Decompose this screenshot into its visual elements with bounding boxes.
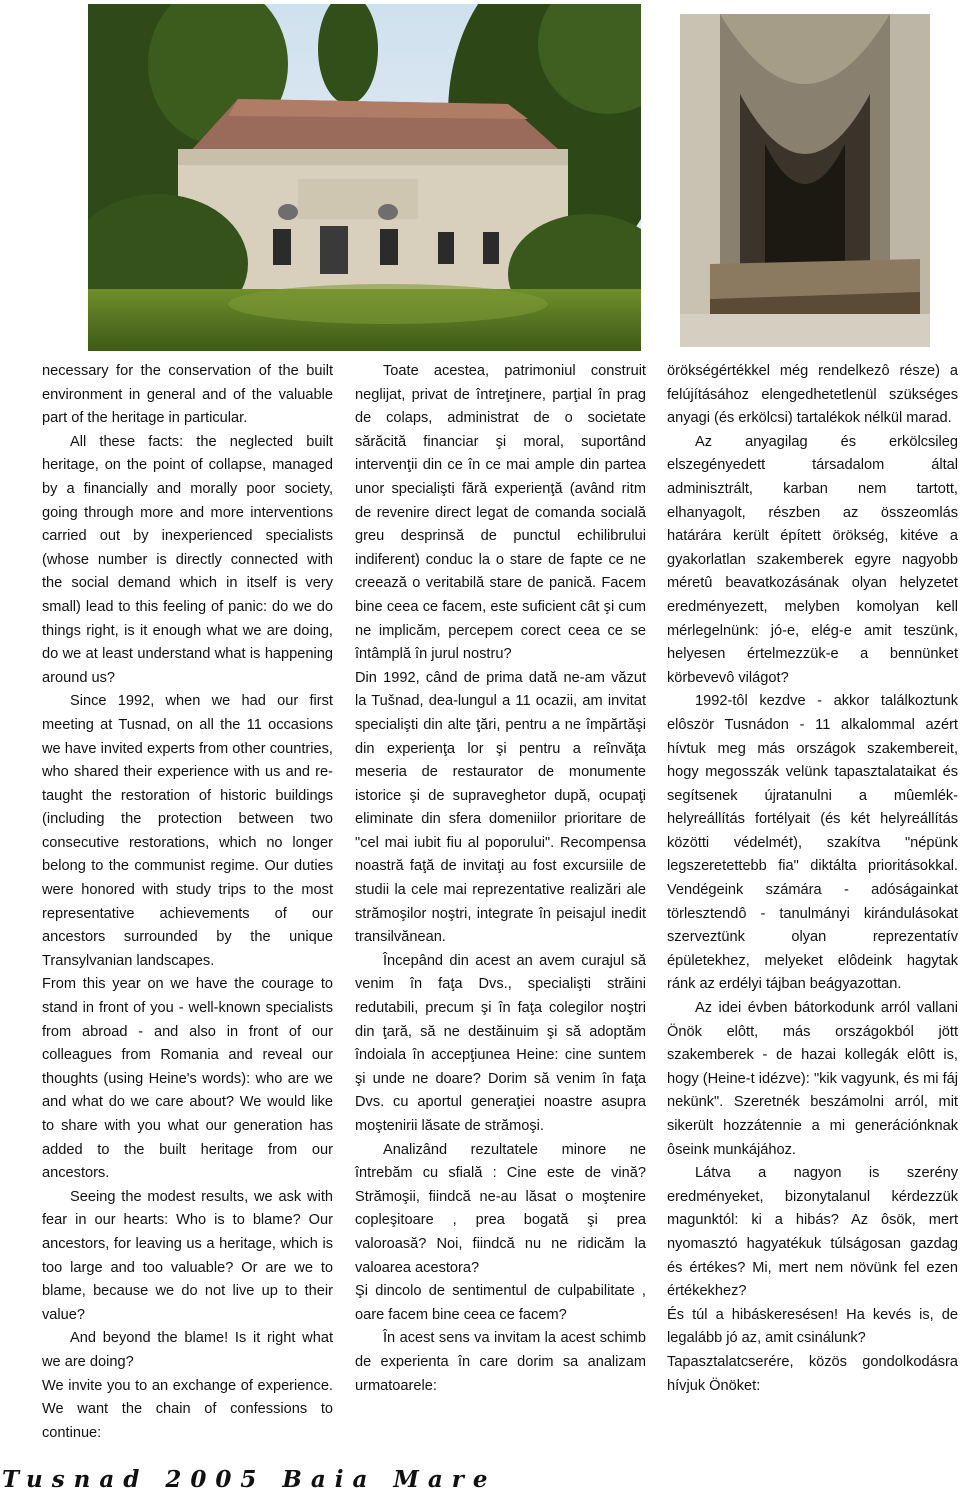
paragraph: Az idei évben bátorkodunk arról vallani Önök elôtt, más országokból jött szakemberek - de hazai kollegák elôtt is, hogy (Heine-t idézve): "kik vagyunk, és mi fáj nekünk". Szeretnék beszámolni arról, mit sikerült hozzátennie a mi generációnknak ôseink munkájához. (667, 1000, 958, 1158)
paragraph: În acest sens va invitam la acest schimb de experienta în care dorim sa analizam urmatoarele: (355, 1330, 646, 1394)
column-romanian (355, 360, 646, 1398)
paragraph: Din 1992, când de prima dată ne-am văzut la Tušnad, dea-lungul a 11 ocazii, am invitat specialişti din alte ţări, pentru a ne împărtăşi din experienţa lor şi pentru a reînvăţa meseria de restaurator de monumente istorice şi de supraveghetor după, ocupaţi eliminate din sfera domeniilor prioritare de "cel mai iubit fiu al poporului". Recompensa noastră faţă de invitaţi au fost excursiile de studii la cele mai reprezentative realizări ale strămoşilor noştri, integrate în peisajul inedit transilvănean. (355, 669, 646, 946)
paragraph: Începând din acest an avem curajul să venim în faţa Dvs., specialişti străini redutabili, precum şi în faţa colegilor noştri din ţară, să ne destăinuim şi să adoptăm îndoiala în accepţiunea Heine: cine suntem şi unde ne doare? Dorim să venim în faţa Dvs. cu aportul generaţiei noastre asupra moştenirii lăsate de strămoşi. (355, 952, 646, 1134)
paragraph: Látva a nagyon is szerény eredményeket, bizonytalanul kérdezzük magunktól: ki a hibás? Az ôsök, mert nyomasztó hagyatékuk túlságosan gazdag és értékes? Mi, mert nem növünk fel ezen értékekhez? (667, 1165, 958, 1300)
paragraph: Toate acestea, patrimoniul construit neglijat, privat de întreţinere, parţial în prag de colaps, administrat de o societate sărăcită financiar şi moral, suportând intervenţii din ce în ce mai ample din partea unor specialişti fără experienţă (având ritm de revenire direct legat de comanda socială greu desprinsă de punctul echilibrului indiferent) conduc la o stare de fapte ce ne creează o veritabilă stare de panică. Facem bine ceea ce facem, este suficient cât şi cum ne implicăm, percepem corect ceea ce se întâmplă în jurul nostru? (355, 363, 646, 663)
paragraph: Az anyagilag és erkölcsileg elszegényedett társadalom által adminisztrált, karban nem tartott, elhanyagolt, részben az összeomlás határára került épített örökség, kitéve a gyakorlatlan szakemberek egyre nagyobb méretû beavatkozásának olyan helyzetet eredményezett, melyben komolyan kell mérlegelnünk: jó-e, elég-e amit teszünk, helyesen értelmezzük-e a bennünket körbevevô világot? (667, 433, 958, 686)
column-hungarian (667, 360, 958, 1398)
column-english (42, 360, 333, 1445)
paragraph: From this year on we have the courage to stand in front of you - well-known specialists from abroad - and also in front of our colleagues from Romania and reveal our thoughts (using Heine's words): who are we and what do we care about? We would like to share with you what our generation has added to the built heritage from our ancestors. (42, 976, 333, 1182)
ruined-vault-interior-photo (680, 14, 930, 347)
paragraph: All these facts: the neglected built heritage, on the point of collapse, managed by a financially and morally poor society, going through more and more interventions carried out by inexperienced specialists (whose number is directly connected with the social demand which in itself is very small) lead to this feeling of panic: do we do things right, is it enough what we are doing, do we at least understand what is happening around us? (42, 433, 333, 686)
paragraph: Şi dincolo de sentimentul de culpabilitate , oare facem bine ceea ce facem? (355, 1283, 646, 1323)
paragraph: Tapasztalatcserére, közös gondolkodásra hívjuk Önöket: (667, 1353, 958, 1394)
paragraph: Seeing the modest results, we ask with fear in our hearts: Who is to blame? Our ancestors, for leaving us a heritage, which is too large and too valuable? Or are we to blame, because we do not live up to their value? (42, 1188, 333, 1323)
paragraph: Since 1992, when we had our first meeting at Tusnad, on all the 11 occasions we have invited experts from other countries, who shared their experience with us and re-taught the restoration of historic buildings (including the protection between two consecutive restorations, which no longer belong to the communist regime. Our duties were honored with study trips to the most representative achievements of our ancestors surrounded by the unique Transylvanian landscapes. (42, 693, 333, 969)
paragraph: örökségértékkel még rendelkezô része) a felújításához elengedhetetlenül szükséges anyagi (és erkölcsi) tartalékok nélkül marad. (667, 363, 958, 427)
manor-house-photo (88, 4, 641, 351)
paragraph: És túl a hibáskeresésen! Ha kevés is, de legalább jó az, amit csinálunk? (667, 1306, 958, 1347)
paragraph: 1992-tôl kezdve - akkor találkoztunk elôször Tusnádon - 11 alkalommal azért hívtuk meg más országok szakembereit, hogy megosszák velünk tapasztalataikat és segítsenek újratanulni a mûemlék-helyreállítás fortélyait (és két helyreállítás közötti védelmét), szakítva "népünk legszeretettebb fia" diktálta prioritásokkal. Vendégeink számára - adóságainkat törlesztendô - tanulmányi kirándulásokat szerveztünk olyan reprezentatív épületekhez, melyeket elôdeink hagytak ránk az erdélyi tájban beágyazottan. (667, 693, 958, 993)
paragraph: Analizând rezultatele minore ne întrebăm cu sfială : Cine este de vină? Strămoşii, fiindcă ne-au lăsat o moştenire copleşitoare , prea bogată şi prea valoroasă? Noi, fiindcă nu ne ridicăm la valoarea acestora? (355, 1141, 646, 1276)
paragraph: And beyond the blame! Is it right what we are doing? (42, 1330, 333, 1370)
paragraph: We invite you to an exchange of experience. We want the chain of confessions to continue: (42, 1377, 333, 1441)
footer-event-title: Tusnad 2005 Baia Mare (2, 1466, 497, 1493)
paragraph: necessary for the conservation of the built environment in general and of the valuable part of the heritage in particular. (42, 363, 333, 427)
